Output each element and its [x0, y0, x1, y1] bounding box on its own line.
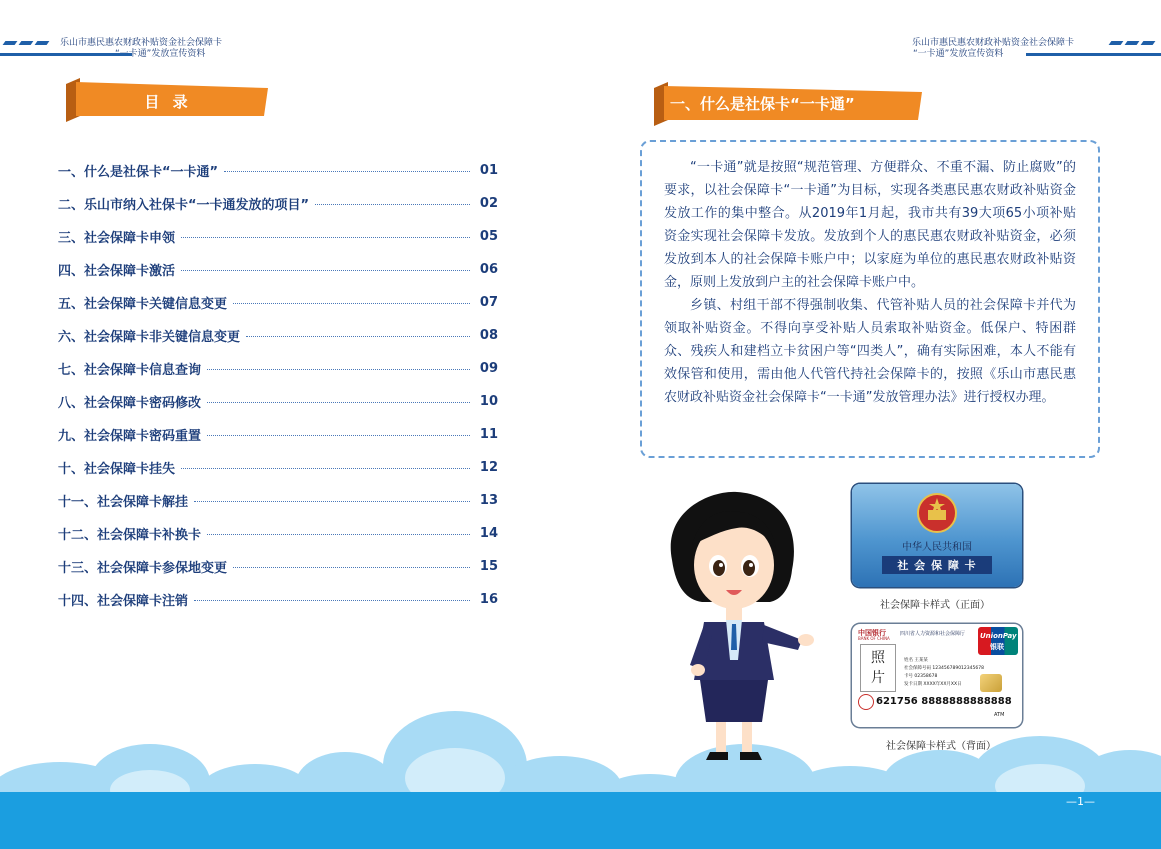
- card-field-name: 姓名 王某某: [904, 658, 928, 663]
- toc-item-page: 10: [479, 393, 498, 409]
- toc-item[interactable]: [58, 326, 498, 344]
- toc-item[interactable]: [58, 491, 498, 509]
- header-title: 乐山市惠民惠农财政补贴资金社会保障卡: [60, 38, 223, 48]
- unionpay-cn-text: 银联: [990, 643, 1004, 651]
- toc-leader: [233, 303, 470, 304]
- chip-icon: [980, 674, 1002, 692]
- seal-icon: [858, 694, 874, 710]
- section-heading: 一、什么是社保卡“一卡通”: [670, 94, 855, 113]
- toc-leader: [194, 600, 470, 601]
- toc-item[interactable]: [58, 524, 498, 542]
- toc-item-title: 四、社会保障卡激活: [58, 263, 176, 279]
- header-title: 乐山市惠民惠农财政补贴资金社会保障卡: [912, 38, 1075, 48]
- intro-paragraph: 乡镇、村组干部不得强制收集、代管补贴人员的社会保障卡并代为领取补贴资金。不得向享受补贴人员索取补贴资金。低保户、特困群众、残疾人和建档立卡贫困户等“四类人”，确有实际困难，本人不能有效保管和使用，需由他人代管代持社会保障卡的，按照《乐山市惠民惠农财政补贴资金社会保障卡“一卡通”发放管理办法》进行授权办理。: [664, 298, 1076, 405]
- toc-item-page: 06: [479, 261, 498, 277]
- toc-item-page: 13: [479, 492, 498, 508]
- toc-item-page: 16: [479, 591, 498, 607]
- toc-item-title: 三、社会保障卡申领: [58, 230, 176, 246]
- header-rule: [1026, 53, 1161, 56]
- unionpay-logo: [978, 627, 1018, 655]
- toc-item-page: 15: [479, 558, 498, 574]
- toc-item-title: 六、社会保障卡非关键信息变更: [58, 329, 241, 345]
- toc-item[interactable]: [58, 359, 498, 377]
- header-rule: [0, 53, 132, 56]
- toc-leader: [181, 270, 470, 271]
- toc-item-title: 九、社会保障卡密码重置: [58, 428, 202, 444]
- toc-item[interactable]: [58, 161, 498, 179]
- toc-leader: [207, 435, 470, 436]
- toc-leader: [207, 369, 470, 370]
- toc-item[interactable]: [58, 194, 498, 212]
- photo-placeholder: [860, 644, 896, 692]
- card-front-caption: 社会保障卡样式（正面）: [880, 600, 990, 611]
- intro-paragraph: “一卡通”就是按照“规范管理、方便群众、不重不漏、防止腐败”的要求，以社会保障卡“一卡通”为目标，实现各类惠民惠农财政补贴资金发放工作的集中整合。从2019年1月起，我市共有39大项65小项补贴资金实现社会保障卡发放。发放到个人的惠民惠农财政补贴资金，必须发放到本人的社会保障卡账户中；以家庭为单位的惠民惠农财政补贴资金，原则上发放到户主的社会保障卡账户中。: [664, 160, 1076, 290]
- toc-item[interactable]: [58, 425, 498, 443]
- toc-item-page: 01: [479, 162, 498, 178]
- toc-leader: [181, 468, 470, 469]
- intro-box: [640, 140, 1100, 458]
- toc-item-page: 11: [479, 426, 498, 442]
- cartoon-guide-illustration: [652, 490, 822, 765]
- toc-leader: [224, 171, 470, 172]
- social-security-card-back: [852, 624, 1022, 727]
- toc-leader: [246, 336, 470, 337]
- toc-leader: [207, 402, 470, 403]
- toc-item-title: 一、什么是社保卡“一卡通”: [58, 164, 219, 180]
- header-subtitle: “一卡通”发放宣传资料: [913, 49, 1004, 59]
- toc-item[interactable]: [58, 293, 498, 311]
- card-field-id: 社会保障号码 123456789012345678: [904, 666, 984, 671]
- header-stripe: [3, 41, 18, 45]
- toc-item-title: 八、社会保障卡密码修改: [58, 395, 202, 411]
- header-subtitle: “一卡通”发放宣传资料: [115, 49, 206, 59]
- toc-item-page: 09: [479, 360, 498, 376]
- toc-leader: [233, 567, 470, 568]
- card-back-caption: 社会保障卡样式（背面）: [886, 741, 996, 752]
- header-stripe: [1109, 41, 1124, 45]
- toc-item-title: 十一、社会保障卡解挂: [58, 494, 189, 510]
- toc-leader: [207, 534, 470, 535]
- toc-leader: [181, 237, 470, 238]
- toc-item[interactable]: [58, 458, 498, 476]
- toc-item-title: 十、社会保障卡挂失: [58, 461, 176, 477]
- toc-item[interactable]: [58, 557, 498, 575]
- footer-band: [0, 792, 1161, 849]
- toc-item-title: 十四、社会保障卡注销: [58, 593, 189, 609]
- toc-item-page: 14: [479, 525, 498, 541]
- atm-label: ATM: [994, 712, 1005, 718]
- toc-item[interactable]: [58, 227, 498, 245]
- toc-leader: [194, 501, 470, 502]
- toc-item-title: 十三、社会保障卡参保地变更: [58, 560, 228, 576]
- national-emblem-icon: [914, 492, 960, 534]
- card-bank-en: BANK OF CHINA: [858, 636, 890, 641]
- card-number: 621756 8888888888888: [876, 696, 1012, 707]
- toc-leader: [315, 204, 470, 205]
- card-issuer: 四川省人力资源和社会保障厅: [900, 631, 966, 637]
- toc-heading: 目 录: [144, 92, 192, 111]
- toc-item[interactable]: [58, 392, 498, 410]
- toc-item-page: 08: [479, 327, 498, 343]
- card-country-label: 中华人民共和国: [902, 542, 972, 553]
- toc-item[interactable]: [58, 260, 498, 278]
- toc-item-title: 五、社会保障卡关键信息变更: [58, 296, 228, 312]
- card-field-number: 卡号 02358678: [904, 674, 938, 679]
- toc-item-title: 七、社会保障卡信息查询: [58, 362, 202, 378]
- toc-item-title: 二、乐山市纳入社保卡“一卡通发放的项目”: [58, 197, 310, 213]
- card-field-date: 发卡日期 XXXX年XX月XX日: [904, 682, 962, 687]
- toc-item-title: 十二、社会保障卡补换卡: [58, 527, 202, 543]
- toc-item-page: 07: [479, 294, 498, 310]
- card-bank-name: 中国银行: [858, 629, 886, 637]
- page-number: —1—: [1066, 795, 1095, 808]
- header-stripe: [1125, 41, 1140, 45]
- card-fields: [904, 657, 984, 689]
- toc-item[interactable]: [58, 590, 498, 608]
- unionpay-text: UnionPay: [980, 632, 1017, 640]
- toc-item-page: 02: [479, 195, 498, 211]
- toc-item-page: 12: [479, 459, 498, 475]
- header-stripe: [35, 41, 50, 45]
- photo-char: 照: [871, 650, 885, 666]
- header-stripe: [19, 41, 34, 45]
- social-security-card-front: [852, 484, 1022, 587]
- card-name-label: 社 会 保 障 卡: [882, 556, 992, 574]
- header-stripe: [1141, 41, 1156, 45]
- toc-item-page: 05: [479, 228, 498, 244]
- photo-char: 片: [871, 670, 885, 686]
